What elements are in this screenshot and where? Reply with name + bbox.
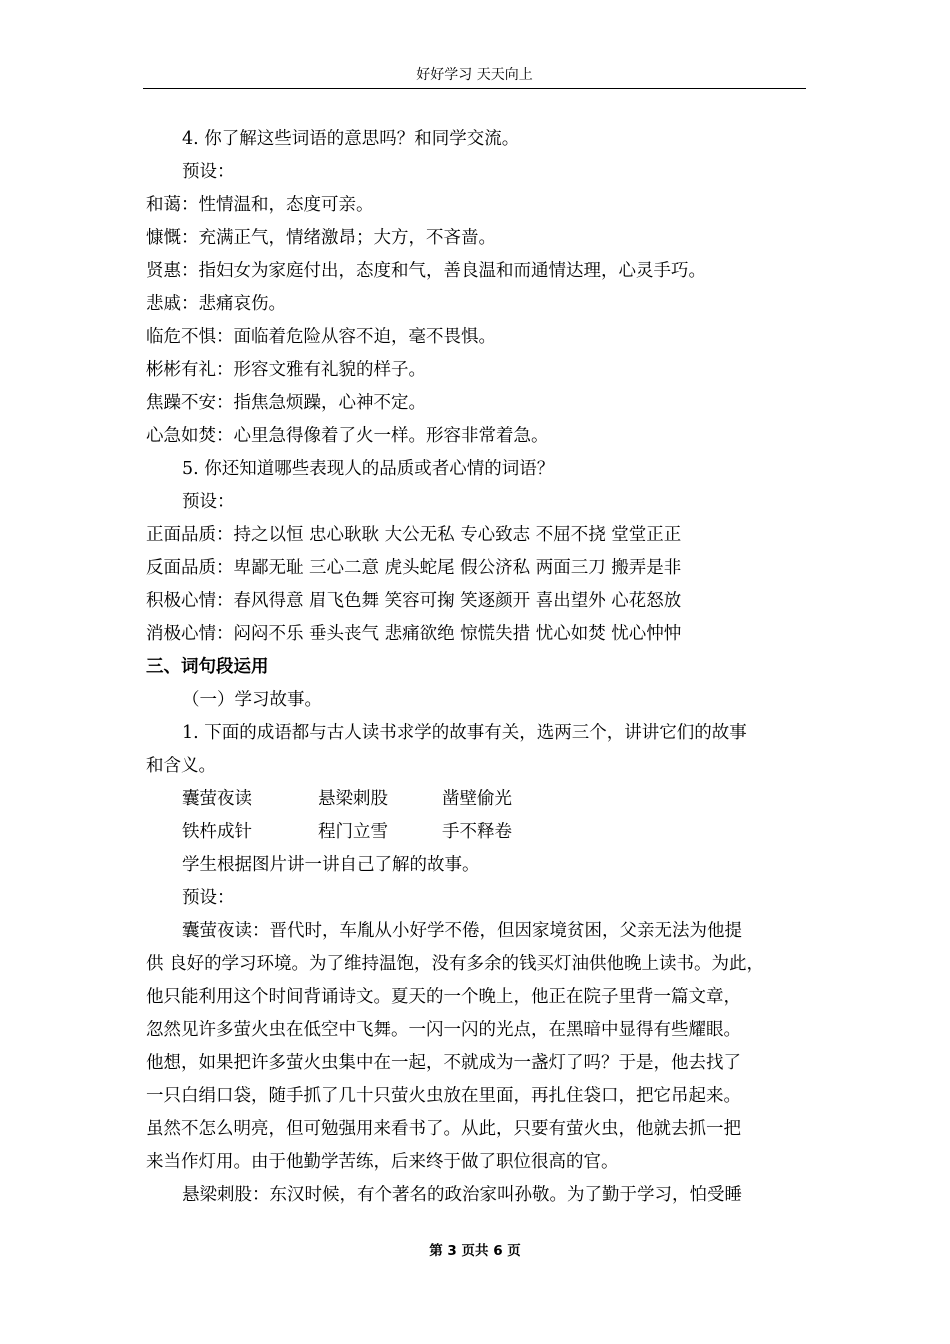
definition-kangkai: 慷慨：充满正气，情绪激昂；大方，不吝啬。 [146,228,496,248]
question-1-cont: 和含义。 [146,756,216,776]
idiom: 程门立雪 [318,822,388,842]
story-paragraph-line: 悬梁刺股：东汉时候，有个著名的政治家叫孙敬。为了勤于学习，怕受睡 [182,1185,742,1205]
preset-label: 预设： [182,162,235,182]
definition-heai: 和蔼：性情温和，态度可亲。 [146,195,374,215]
story-paragraph-line: 供 良好的学习环境。为了维持温饱，没有多余的钱买灯油供他晚上读书。为此， [146,954,765,974]
story-paragraph-line: 一只白绢口袋，随手抓了几十只萤火虫放在里面，再扎住袋口，把它吊起来。 [146,1086,741,1106]
preset-label: 预设： [182,492,235,512]
idiom: 手不释卷 [442,822,512,842]
idiom: 铁杵成针 [182,822,252,842]
question-1: 1. 下面的成语都与古人读书求学的故事有关，选两三个，讲讲它们的故事 [182,723,747,743]
idiom: 凿壁偷光 [442,789,512,809]
preset-label: 预设： [182,888,235,908]
story-paragraph-line: 囊萤夜读：晋代时，车胤从小好学不倦，但因家境贫困，父亲无法为他提 [182,921,742,941]
story-paragraph-line: 忽然见许多萤火虫在低空中飞舞。一闪一闪的光点，在黑暗中显得有些耀眼。 [146,1020,741,1040]
definition-xinjirufen: 心急如焚：心里急得像着了火一样。形容非常着急。 [146,426,549,446]
section-heading: 三、词句段运用 [146,657,269,677]
idiom: 悬梁刺股 [318,789,388,809]
story-paragraph-line: 他只能利用这个时间背诵诗文。夏天的一个晚上，他正在院子里背一篇文章， [146,987,741,1007]
subsection-heading: （一）学习故事。 [182,690,322,710]
story-paragraph-line: 来当作灯用。由于他勤学苦练，后来终于做了职位很高的官。 [146,1152,619,1172]
idiom-row [146,783,816,816]
positive-moods: 积极心情：春风得意 眉飞色舞 笑容可掬 笑逐颜开 喜出望外 心花怒放 [146,591,682,611]
idiom: 囊萤夜读 [182,789,252,809]
document-body [146,123,816,1212]
page-footer: 第 3 页共 6 页 [429,1243,521,1259]
header-divider [143,88,806,89]
question-5: 5. 你还知道哪些表现人的品质或者心情的词语？ [182,459,555,479]
definition-jiaozaobuan: 焦躁不安：指焦急烦躁，心神不定。 [146,393,426,413]
definition-xianhui: 贤惠：指妇女为家庭付出，态度和气，善良温和而通情达理，心灵手巧。 [146,261,706,281]
positive-qualities: 正面品质：持之以恒 忠心耿耿 大公无私 专心致志 不屈不挠 堂堂正正 [146,525,682,545]
page-header: 好好学习 天天向上 [416,67,533,83]
story-paragraph-line: 虽然不怎么明亮，但可勉强用来看书了。从此，只要有萤火虫，他就去抓一把 [146,1119,741,1139]
idiom-row [146,816,816,849]
negative-moods: 消极心情：闷闷不乐 垂头丧气 悲痛欲绝 惊慌失措 忧心如焚 忧心忡忡 [146,624,682,644]
question-4: 4. 你了解这些词语的意思吗？和同学交流。 [182,129,520,149]
negative-qualities: 反面品质：卑鄙无耻 三心二意 虎头蛇尾 假公济私 两面三刀 搬弄是非 [146,558,682,578]
definition-linweibuju: 临危不惧：面临着危险从容不迫，毫不畏惧。 [146,327,496,347]
instruction: 学生根据图片讲一讲自己了解的故事。 [182,855,480,875]
definition-beiqi: 悲戚：悲痛哀伤。 [146,294,286,314]
story-paragraph-line: 他想，如果把许多萤火虫集中在一起，不就成为一盏灯了吗？于是，他去找了 [146,1053,741,1073]
definition-binbinyouli: 彬彬有礼：形容文雅有礼貌的样子。 [146,360,426,380]
